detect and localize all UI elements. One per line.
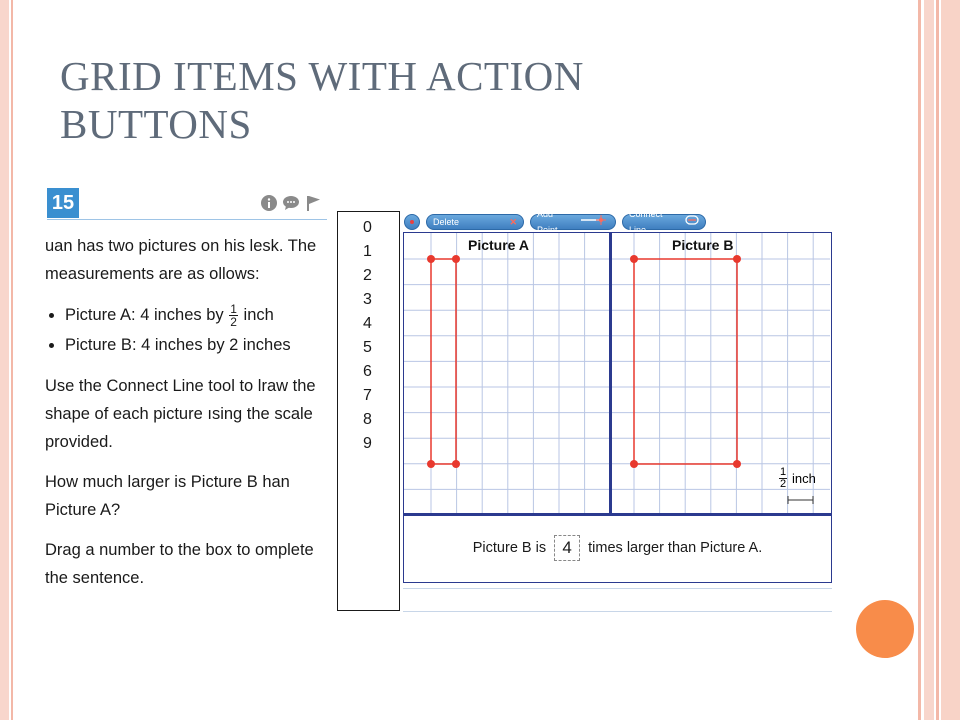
answer-sentence (404, 535, 831, 561)
add-point-icon (581, 214, 609, 230)
right-border-line-2 (936, 0, 939, 720)
draggable-number[interactable]: 9 (363, 435, 372, 452)
list-item: • Picture B: 4 inches by 2 inches (65, 330, 330, 360)
right-border-strip-1 (924, 0, 934, 720)
slide-title-line2: BUTTONS (60, 101, 252, 147)
connect-line-button[interactable]: Connect Line (622, 214, 706, 230)
workspace-divider (404, 513, 831, 516)
draggable-number[interactable]: 8 (363, 411, 372, 428)
add-point-button[interactable]: Add Point (530, 214, 616, 230)
left-border-strip (0, 0, 9, 720)
measurements-list (45, 300, 330, 360)
workspace-footer-strip (403, 588, 832, 612)
picture-b-title: Picture B (672, 237, 734, 253)
drawing-grid[interactable] (404, 233, 830, 513)
plotted-point[interactable] (630, 460, 638, 468)
plotted-point[interactable] (630, 255, 638, 263)
delete-button[interactable]: Delete ✕ (426, 214, 524, 230)
plotted-point[interactable] (733, 460, 741, 468)
draggable-number[interactable]: 4 (363, 315, 372, 332)
draggable-number[interactable]: 7 (363, 387, 372, 404)
flag-icon[interactable] (305, 195, 321, 211)
scale-bar (786, 495, 816, 505)
question-intro: uan has two pictures on his lesk. The measurements are as ollows: (45, 237, 317, 283)
scale-fraction: $\frac{1}{2}$ (780, 466, 787, 490)
draggable-number[interactable]: 3 (363, 291, 372, 308)
question-header (47, 186, 327, 220)
plotted-point[interactable] (452, 460, 460, 468)
question-text (45, 232, 330, 604)
draggable-number[interactable]: 6 (363, 363, 372, 380)
draggable-number[interactable]: 1 (363, 243, 372, 260)
grid-toolbar (404, 209, 706, 235)
draggable-number[interactable]: 0 (363, 219, 372, 236)
number-bank (337, 211, 400, 611)
slide-title-line1: GRID ITEMS WITH ACTION (60, 53, 584, 99)
number-bank-list (338, 212, 399, 456)
right-border-line-1 (918, 0, 921, 720)
comment-icon[interactable] (283, 195, 299, 211)
clear-all-button[interactable] (404, 214, 420, 230)
sentence-prefix: Picture B is (472, 539, 547, 556)
plotted-point[interactable] (427, 255, 435, 263)
plotted-point[interactable] (452, 255, 460, 263)
slide-title (60, 52, 760, 148)
close-icon: ✕ (509, 217, 517, 227)
connect-line-icon (685, 214, 699, 230)
list-item: • Picture A: 4 inches by $\frac{1}{2}$ inch (65, 300, 330, 330)
scale-unit: inch (792, 471, 816, 486)
plotted-point[interactable] (733, 255, 741, 263)
question-number: 15 (47, 188, 79, 218)
left-border-line (11, 0, 13, 720)
instruction-question: How much larger is Picture B han Picture A? (45, 473, 290, 519)
picture-divider (609, 233, 612, 515)
right-border-strip-2 (941, 0, 960, 720)
answer-drop-box[interactable]: 4 (554, 535, 580, 561)
scale-key (778, 467, 828, 507)
plotted-point[interactable] (427, 460, 435, 468)
grid-workspace (403, 232, 832, 583)
picture-a-title: Picture A (468, 237, 529, 253)
info-icon[interactable] (261, 195, 277, 211)
decorative-orange-circle (856, 600, 914, 658)
instruction-connect-line: Use the Connect Line tool to lraw the shape of each picture ısing the scale provided. (45, 377, 316, 451)
fraction: $\frac{1}{2}$ (230, 302, 237, 330)
question-header-rule (47, 219, 327, 220)
draggable-number[interactable]: 5 (363, 339, 372, 356)
sentence-suffix: times larger than Picture A. (588, 539, 763, 556)
draggable-number[interactable]: 2 (363, 267, 372, 284)
instruction-drag: Drag a number to the box to omplete the sentence. (45, 541, 314, 587)
question-tools (261, 195, 321, 211)
